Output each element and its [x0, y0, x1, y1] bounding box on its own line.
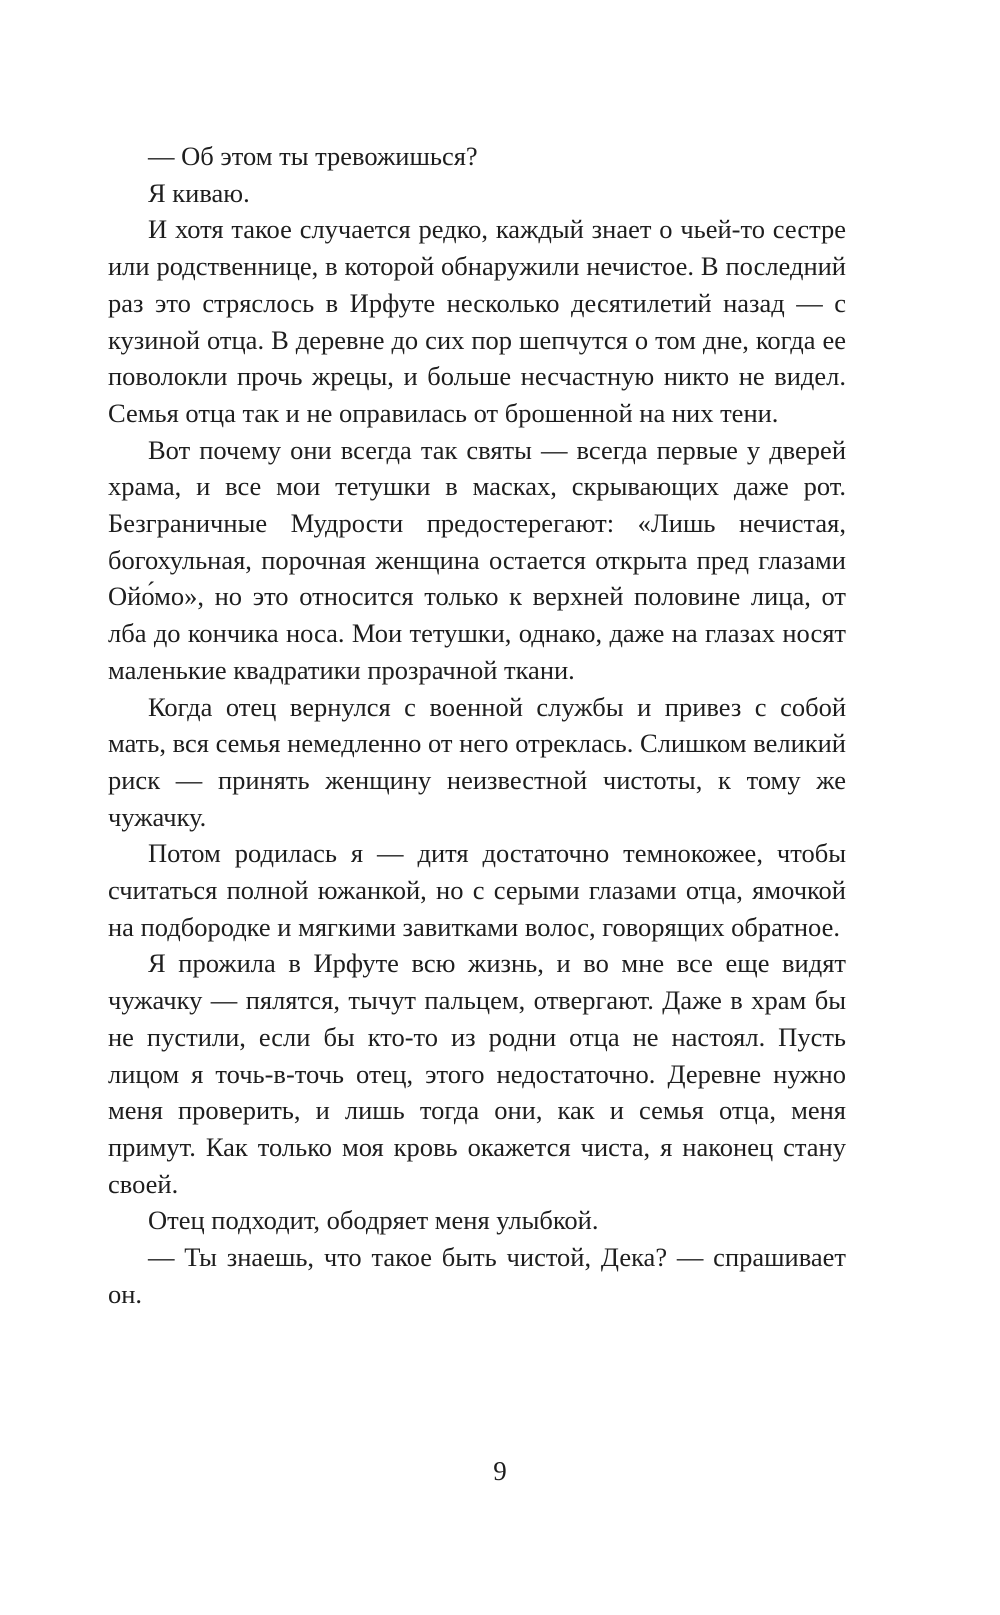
paragraph-6: Потом родилась я — дитя достаточно темнокожее, чтобы считаться полной южанкой, но с серыми глазами отца, ямочкой на подбородке и мягкими завитками волос, говорящих обратное. [108, 838, 846, 942]
page-number: 9 [493, 1456, 507, 1486]
paragraph-5: Когда отец вернулся с военной службы и привез с собой мать, вся семья немедленно от него отреклась. Слишком великий риск — принять женщину неизвестной чистоты, к тому же чужачку. [108, 691, 846, 832]
paragraph-7: Я прожила в Ирфуте всю жизнь, и во мне все еще видят чужачку — пялятся, тычут пальцем, отвергают. Даже в храм бы не пустили, если бы кто-то из родни отца не настоял. Пусть лицом я точь-в-точь отец, этого недостаточно. Деревне нужно меня проверить, и лишь тогда они, как и семья отца, меня примут. Как только моя кровь окажется чиста, я наконец стану своей. [108, 948, 846, 1199]
paragraph-4: Вот почему они всегда так святы — всегда первые у дверей храма, и все мои тетушки в масках, скрывающих даже рот. Безграничные Мудрости предостерегают: «Лишь нечистая, богохульная, порочная женщина остается открыта пред глазами Ойо́мо», но это относится только к верхней половине лица, от лба до кончика носа. Мои тетушки, однако, даже на глазах носят маленькие квадратики прозрачной ткани. [108, 434, 846, 685]
paragraph-9: — Ты знаешь, что такое быть чистой, Дека? — спрашивает он. [108, 1242, 846, 1309]
paragraph-3: И хотя такое случается редко, каждый знает о чьей-то сестре или родственнице, в которой обнаружили нечистое. В последний раз это стряслось в Ирфуте несколько десятилетий назад — с кузиной отца. В деревне до сих пор шепчутся о том дне, когда ее поволокли прочь жрецы, и больше несчастную никто не видел. Семья отца так и не оправилась от брошенной на них тени. [108, 214, 846, 428]
paragraph-8: Отец подходит, ободряет меня улыбкой. [148, 1205, 599, 1236]
paragraph-2: Я киваю. [148, 177, 250, 208]
paragraph-1: — Об этом ты тревожишься? [148, 141, 478, 171]
body-text [108, 138, 846, 1313]
